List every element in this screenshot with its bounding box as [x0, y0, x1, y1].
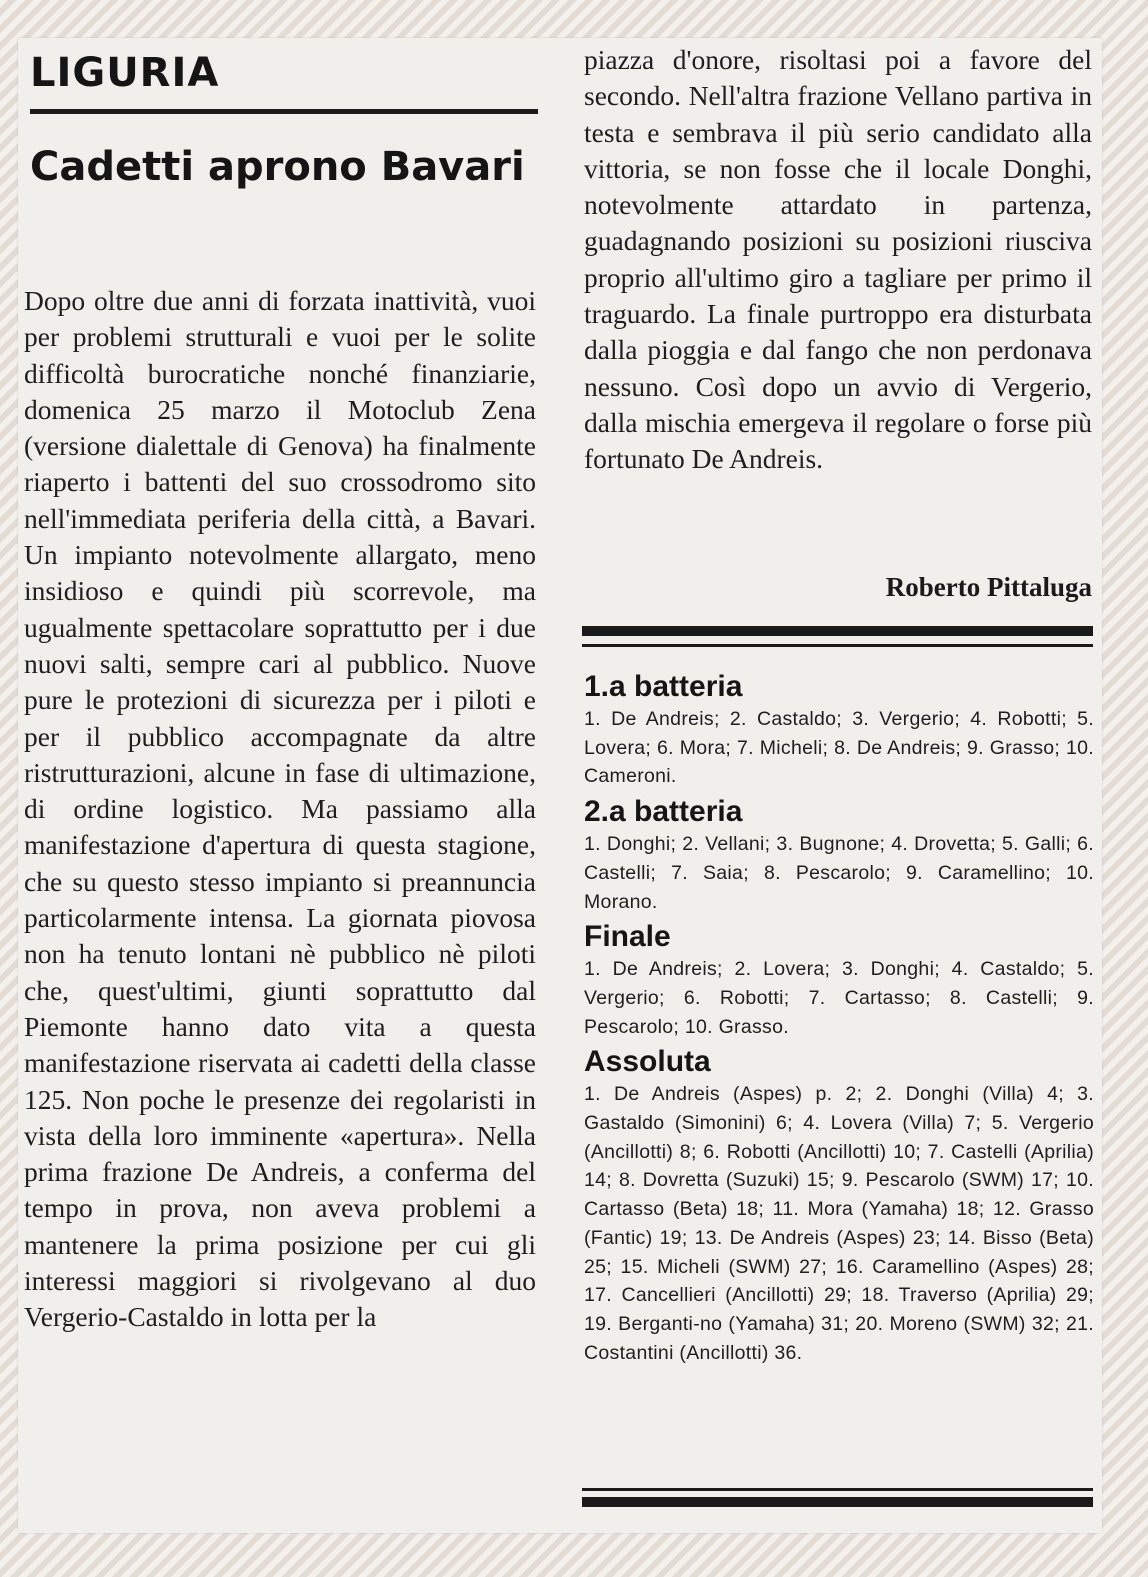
- results-heading: Finale: [584, 920, 671, 954]
- results-section-heat-1: [584, 670, 1094, 791]
- results-heading: 1.a batteria: [584, 670, 743, 703]
- results-list: 1. De Andreis; 2. Castaldo; 3. Vergerio; 4. Robotti; 5. Lovera; 6. Mora; 7. Micheli; 8. De Andreis; 9. Grasso; 10. Cameroni.: [584, 708, 1094, 788]
- results-bottom-divider-thin: [582, 1488, 1093, 1491]
- results-section-heat-2: [584, 795, 1094, 916]
- article-column-right: [584, 42, 1092, 478]
- results-bottom-divider: [582, 1497, 1093, 1507]
- results-top-divider-thin: [582, 644, 1093, 647]
- results-section-final: [584, 920, 1094, 1041]
- results-section-overall: [584, 1045, 1094, 1367]
- results-box: [584, 666, 1094, 1367]
- results-heading: Assoluta: [584, 1045, 711, 1079]
- results-list: 1. De Andreis; 2. Lovera; 3. Donghi; 4. Castaldo; 5. Vergerio; 6. Robotti; 7. Cartasso; 8. Castelli; 9. Pescarolo; 10. Grasso.: [584, 958, 1094, 1038]
- headline: Cadetti aprono Bavari: [30, 144, 525, 190]
- author-byline: Roberto Pittaluga: [885, 572, 1092, 602]
- article-body-right: piazza d'onore, risoltasi poi a favore del secondo. Nell'altra frazione Vellano partiva in testa e sembrava il più serio candidato alla vittoria, se non fosse che il locale Donghi, notevolmente attardato in partenza, guadagnando posizioni su posizioni riusciva proprio all'ultimo giro a tagliare per primo il traguardo. La finale purtroppo era disturbata dalla pioggia e dal fango che non perdonava nessuno. Così dopo un avvio di Vergerio, dalla mischia emergeva il regolare o forse più fortunato De Andreis.: [584, 44, 1092, 475]
- article-column-left: [24, 283, 536, 1336]
- article-body-left: Dopo oltre due anni di forzata inattività, vuoi per problemi strutturali e vuoi per le solite difficoltà burocratiche nonché finanziarie, domenica 25 marzo il Motoclub Zena (versione dialettale di Genova) ha finalmente riaperto i battenti del suo crossodromo sito nell'immediata periferia della città, a Bavari. Un impianto notevolmente allargato, meno insidioso e quindi più scorrevole, ma ugualmente spettacolare soprattutto per i due nuovi salti, sempre cari al pubblico. Nuove pure le protezioni di sicurezza per i piloti e per il pubblico accompagnate da altre ristrutturazioni, alcune in fase di ultimazione, di ordine logistico. Ma passiamo alla manifestazione d'apertura di questa stagione, che su questo stesso impianto si preannuncia particolarmente intensa. La giornata piovosa non ha tenuto lontani nè pubblico nè piloti che, quest'ultimi, giunti soprattutto dal Piemonte hanno dato vita a questa manifestazione riservata ai cadetti della classe 125. Non poche le presenze dei regolaristi in vista della loro imminente «apertura». Nella prima frazione De Andreis, a conferma del tempo in prova, non aveva problemi a mantenere la prima posizione per cui gli interessi maggiori si rivolgevano al duo Vergerio-Castaldo in lotta per la: [24, 285, 536, 1333]
- section-divider: [30, 109, 538, 114]
- results-heading: 2.a batteria: [584, 795, 743, 829]
- results-list: 1. De Andreis (Aspes) p. 2; 2. Donghi (Villa) 4; 3. Gastaldo (Simonini) 6; 4. Lovera (Villa) 7; 5. Vergerio (Ancillotti) 8; 6. Robotti (Ancillotti) 10; 7. Castelli (Aprilia) 14; 8. Dovretta (Suzuki) 15; 9. Pescarolo (SWM) 17; 10. Cartasso (Beta) 18; 11. Mora (Yamaha) 18; 12. Grasso (Fantic) 19; 13. De Andreis (Aspes) 23; 14. Bisso (Beta) 25; 15. Micheli (SWM) 27; 16. Caramellino (Aspes) 28; 17. Cancellieri (Ancillotti) 29; 18. Traverso (Aprilia) 29; 19. Berganti-no (Yamaha) 31; 20. Moreno (SWM) 32; 21. Costantini (Ancillotti) 36.: [584, 1083, 1094, 1364]
- results-top-divider: [582, 626, 1093, 636]
- results-list: 1. Donghi; 2. Vellani; 3. Bugnone; 4. Drovetta; 5. Galli; 6. Castelli; 7. Saia; 8. Pescarolo; 9. Caramellino; 10. Morano.: [584, 833, 1094, 913]
- section-title: LIGURIA: [30, 50, 220, 96]
